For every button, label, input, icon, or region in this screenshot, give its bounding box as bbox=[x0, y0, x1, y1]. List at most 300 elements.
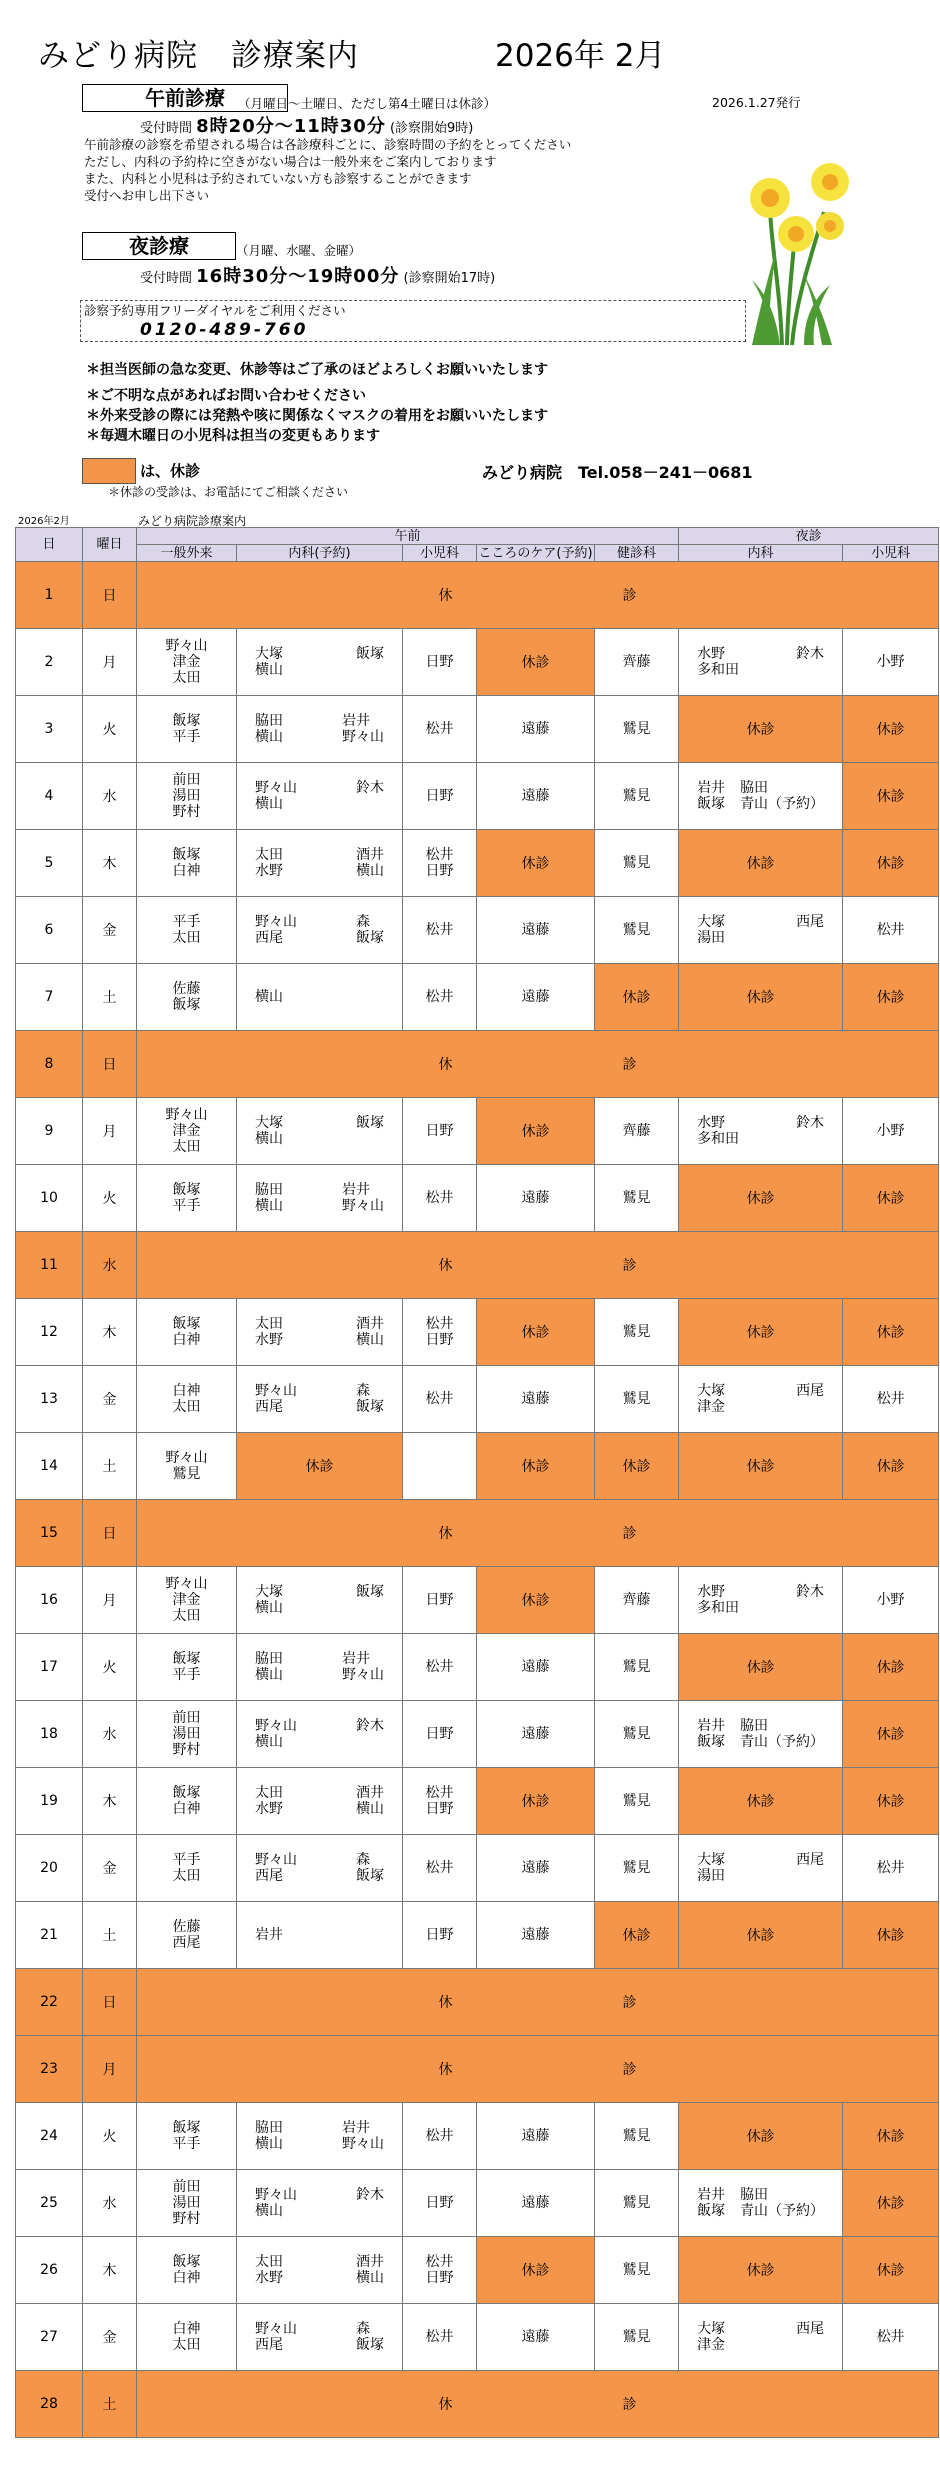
day-number: 20 bbox=[16, 1835, 83, 1902]
doctor-name: 脇田 bbox=[255, 1182, 283, 1198]
closed-label: 休診 bbox=[746, 990, 775, 1006]
doctor-name: 太田 bbox=[255, 1316, 283, 1332]
doctor-name: 飯塚 bbox=[356, 930, 384, 946]
col-internal-reserved: 内科(予約) bbox=[237, 545, 403, 562]
table-row bbox=[16, 629, 939, 696]
doctor-name: 岩井 bbox=[697, 1718, 726, 1734]
closed-cell bbox=[843, 1634, 939, 1701]
day-number: 17 bbox=[16, 1634, 83, 1701]
closed-cell bbox=[679, 964, 843, 1031]
doctor-col bbox=[255, 1927, 283, 1943]
doctor-pair bbox=[679, 2187, 842, 2219]
day-number: 24 bbox=[16, 2103, 83, 2170]
holiday-cell bbox=[137, 562, 939, 629]
closed-cell bbox=[843, 1902, 939, 1969]
col-pm-internal: 内科 bbox=[679, 545, 843, 562]
doctor-name: 水野 bbox=[255, 863, 283, 879]
closed-cell bbox=[679, 1634, 843, 1701]
doctor-name: 森 bbox=[356, 914, 370, 930]
col-weekday: 曜日 bbox=[83, 528, 137, 562]
doctor-col bbox=[697, 1383, 725, 1415]
table-row bbox=[16, 1902, 939, 1969]
doctor-col bbox=[255, 780, 297, 812]
holiday-label-a: 休 bbox=[438, 1526, 453, 1542]
weekday: 日 bbox=[83, 1969, 137, 2036]
weekday: 火 bbox=[83, 1634, 137, 1701]
table-row bbox=[16, 2371, 939, 2438]
notice: ＊外来受診の際には発熱や咳に関係なくマスクの着用をお願いいたします bbox=[86, 408, 548, 424]
closed-cell bbox=[679, 1902, 843, 1969]
doctor-name: 遠藤 bbox=[521, 2128, 550, 2144]
day-number: 28 bbox=[16, 2371, 83, 2438]
pm-time: 16時30分～19時00分 bbox=[196, 266, 400, 287]
doctor-cell bbox=[595, 1165, 679, 1232]
doctor-name: 大塚 bbox=[697, 1852, 726, 1868]
table-row bbox=[16, 1232, 939, 1299]
doctor-cell bbox=[477, 1165, 595, 1232]
doctor-cell bbox=[595, 2304, 679, 2371]
doctor-name: 太田 bbox=[172, 1139, 201, 1155]
doctor-col bbox=[255, 847, 283, 879]
doctor-cell bbox=[403, 1701, 477, 1768]
doctor-cell bbox=[403, 2170, 477, 2237]
doctor-col bbox=[342, 2120, 384, 2152]
doctor-cell bbox=[137, 830, 237, 897]
closed-cell bbox=[679, 1299, 843, 1366]
doctor-name: 横山 bbox=[356, 863, 384, 879]
weekday: 日 bbox=[83, 1031, 137, 1098]
doctor-pair bbox=[237, 1785, 402, 1817]
doctor-cell bbox=[237, 1567, 403, 1634]
doctor-name: 松井 bbox=[425, 1190, 454, 1206]
table-row bbox=[16, 1969, 939, 2036]
weekday: 水 bbox=[83, 763, 137, 830]
doctor-name: 酒井 bbox=[356, 1316, 384, 1332]
am-days: （月曜日～土曜日、ただし第4土曜日は休診） bbox=[238, 96, 496, 111]
doctor-pair bbox=[237, 2187, 402, 2219]
am-note: また、内科と小児科は予約されていない方も診察することができます bbox=[84, 171, 472, 186]
closed-cell bbox=[843, 763, 939, 830]
doctor-name: 佐藤 bbox=[172, 981, 201, 997]
doctor-name: 鷲見 bbox=[622, 1860, 651, 1876]
weekday: 日 bbox=[83, 562, 137, 629]
closed-label: 休診 bbox=[876, 2129, 905, 2145]
doctor-col bbox=[740, 2187, 824, 2219]
doctor-name: 小野 bbox=[876, 1123, 905, 1139]
closed-label: 休診 bbox=[521, 1124, 550, 1140]
weekday: 木 bbox=[83, 1299, 137, 1366]
doctor-name: 鷲見 bbox=[622, 788, 651, 804]
closed-label: 休診 bbox=[622, 990, 651, 1006]
doctor-name: 横山 bbox=[255, 1600, 283, 1616]
doctor-name: 横山 bbox=[255, 796, 283, 812]
closed-label: 休診 bbox=[876, 1459, 905, 1475]
doctor-name: 西尾 bbox=[255, 1868, 283, 1884]
weekday: 木 bbox=[83, 2237, 137, 2304]
doctor-name: 岩井 bbox=[342, 1651, 370, 1667]
doctor-name: 津金 bbox=[172, 1123, 201, 1139]
doctor-cell bbox=[137, 964, 237, 1031]
flower-head bbox=[750, 178, 790, 218]
doctor-cell bbox=[477, 1701, 595, 1768]
doctor-cell bbox=[679, 1567, 843, 1634]
weekday: 水 bbox=[83, 2170, 137, 2237]
doctor-name: 日野 bbox=[425, 1332, 454, 1348]
doctor-name: 松井 bbox=[425, 922, 454, 938]
day-number: 25 bbox=[16, 2170, 83, 2237]
doctor-name: 西尾 bbox=[172, 1935, 201, 1951]
table-row bbox=[16, 1768, 939, 1835]
day-number: 13 bbox=[16, 1366, 83, 1433]
doctor-col bbox=[255, 2254, 283, 2286]
doctor-col bbox=[255, 989, 283, 1005]
doctor-cell bbox=[403, 2103, 477, 2170]
doctor-name: 前田 bbox=[172, 772, 201, 788]
weekday: 木 bbox=[83, 1768, 137, 1835]
weekday: 日 bbox=[83, 1500, 137, 1567]
doctor-col bbox=[342, 1182, 384, 1214]
doctor-cell bbox=[679, 897, 843, 964]
doctor-pair bbox=[679, 1115, 842, 1147]
closed-cell bbox=[679, 2103, 843, 2170]
doctor-name: 日野 bbox=[425, 863, 454, 879]
table-row bbox=[16, 1634, 939, 1701]
closed-cell bbox=[595, 1902, 679, 1969]
weekday: 月 bbox=[83, 1567, 137, 1634]
doctor-cell bbox=[237, 1098, 403, 1165]
doctor-col bbox=[697, 1584, 739, 1616]
weekday: 金 bbox=[83, 897, 137, 964]
doctor-cell bbox=[237, 2103, 403, 2170]
page-title bbox=[38, 30, 359, 75]
closed-label: 休診 bbox=[876, 2196, 905, 2212]
doctor-name: 横山 bbox=[255, 989, 283, 1005]
doctor-cell bbox=[237, 2237, 403, 2304]
doctor-cell bbox=[137, 1701, 237, 1768]
doctor-name: 松井 bbox=[425, 1659, 454, 1675]
doctor-name: 平手 bbox=[172, 1198, 201, 1214]
doctor-col bbox=[796, 1584, 824, 1616]
doctor-name: 横山 bbox=[255, 2203, 283, 2219]
doctor-name: 白神 bbox=[172, 2270, 201, 2286]
table-row bbox=[16, 763, 939, 830]
col-checkup: 健診科 bbox=[595, 545, 679, 562]
closed-legend-swatch bbox=[82, 458, 136, 484]
doctor-name: 飯塚 bbox=[172, 1651, 201, 1667]
holiday-label-a: 休 bbox=[438, 1258, 453, 1274]
closed-label: 休診 bbox=[876, 990, 905, 1006]
doctor-name: 多和田 bbox=[697, 1131, 740, 1147]
table-row bbox=[16, 964, 939, 1031]
doctor-name: 西尾 bbox=[255, 930, 283, 946]
closed-label: 休診 bbox=[622, 1928, 651, 1944]
doctor-name: 松井 bbox=[425, 1316, 454, 1332]
closed-label: 休診 bbox=[876, 856, 905, 872]
doctor-pair bbox=[679, 1584, 842, 1616]
doctor-pair bbox=[237, 2321, 402, 2353]
doctor-name: 遠藤 bbox=[521, 1860, 550, 1876]
doctor-col bbox=[255, 2187, 297, 2219]
doctor-cell bbox=[595, 1701, 679, 1768]
doctor-col bbox=[796, 646, 824, 678]
doctor-name: 日野 bbox=[425, 1801, 454, 1817]
closed-label: 休診 bbox=[521, 2263, 550, 2279]
doctor-cell bbox=[595, 1634, 679, 1701]
table-row bbox=[16, 1299, 939, 1366]
doctor-cell bbox=[679, 1835, 843, 1902]
doctor-cell bbox=[595, 2237, 679, 2304]
holiday-label-a: 休 bbox=[438, 2062, 453, 2078]
pm-time-row bbox=[140, 262, 495, 288]
table-row bbox=[16, 2237, 939, 2304]
closed-cell bbox=[477, 2237, 595, 2304]
doctor-col bbox=[796, 2321, 824, 2353]
closed-label: 休診 bbox=[876, 2263, 905, 2279]
day-number: 14 bbox=[16, 1433, 83, 1500]
doctor-name: 野々山 bbox=[165, 638, 208, 654]
closed-cell bbox=[237, 1433, 403, 1500]
closed-label: 休診 bbox=[876, 1191, 905, 1207]
doctor-name: 横山 bbox=[356, 1801, 384, 1817]
closed-label: 休診 bbox=[746, 1928, 775, 1944]
doctor-name: 大塚 bbox=[255, 646, 283, 662]
day-number: 3 bbox=[16, 696, 83, 763]
holiday-label-a: 休 bbox=[438, 2397, 453, 2413]
doctor-pair bbox=[237, 2120, 402, 2152]
holiday-label-a: 休 bbox=[438, 1995, 453, 2011]
doctor-name: 松井 bbox=[425, 2329, 454, 2345]
doctor-col bbox=[342, 1651, 384, 1683]
doctor-name: 飯塚 bbox=[356, 1868, 384, 1884]
doctor-cell bbox=[237, 2304, 403, 2371]
notice: ＊ご不明な点があればお問い合わせください bbox=[86, 388, 366, 404]
doctor-name: 大塚 bbox=[697, 1383, 726, 1399]
doctor-col bbox=[356, 1383, 384, 1415]
doctor-name: 青山（予約） bbox=[740, 1734, 825, 1750]
holiday-label-b: 診 bbox=[622, 1258, 637, 1274]
doctor-pair bbox=[237, 713, 402, 745]
doctor-name: 津金 bbox=[172, 1592, 201, 1608]
am-note: ただし、内科の予約枠に空きがない場合は一般外来をご案内しております bbox=[84, 154, 497, 169]
table-row bbox=[16, 1567, 939, 1634]
doctor-cell bbox=[477, 763, 595, 830]
doctor-pair bbox=[679, 646, 842, 678]
doctor-name: 飯塚 bbox=[172, 2120, 201, 2136]
doctor-cell bbox=[237, 629, 403, 696]
weekday: 土 bbox=[83, 2371, 137, 2438]
doctor-cell bbox=[403, 830, 477, 897]
closed-label: 休診 bbox=[876, 1794, 905, 1810]
doctor-name: 酒井 bbox=[356, 1785, 384, 1801]
doctor-col bbox=[255, 1316, 283, 1348]
holiday-cell bbox=[137, 2371, 939, 2438]
doctor-name: 大塚 bbox=[255, 1115, 283, 1131]
holiday-cell bbox=[137, 2036, 939, 2103]
weekday: 金 bbox=[83, 1835, 137, 1902]
doctor-name: 飯塚 bbox=[356, 1399, 384, 1415]
holiday-label-a: 休 bbox=[438, 588, 453, 604]
am-time-row bbox=[140, 112, 473, 138]
closed-cell bbox=[477, 1299, 595, 1366]
doctor-cell bbox=[477, 897, 595, 964]
doctor-col bbox=[255, 1115, 283, 1147]
doctor-name: 平手 bbox=[172, 1667, 201, 1683]
doctor-name: 野々山 bbox=[255, 2321, 297, 2337]
col-group-am: 午前 bbox=[137, 528, 679, 545]
doctor-name: 遠藤 bbox=[521, 1190, 550, 1206]
doctor-name: 鈴木 bbox=[356, 2187, 384, 2203]
doctor-cell bbox=[237, 1299, 403, 1366]
closed-cell bbox=[477, 1567, 595, 1634]
holiday-label-b: 診 bbox=[622, 1995, 637, 2011]
doctor-name: 飯塚 bbox=[172, 1316, 201, 1332]
flower-head bbox=[778, 216, 814, 252]
schedule-body bbox=[16, 562, 939, 2438]
doctor-cell bbox=[843, 897, 939, 964]
doctor-col bbox=[796, 1852, 824, 1884]
doctor-name: 森 bbox=[356, 1383, 370, 1399]
doctor-cell bbox=[477, 1634, 595, 1701]
doctor-name: 飯塚 bbox=[697, 796, 726, 812]
doctor-name: 野々山 bbox=[255, 780, 297, 796]
doctor-name: 小野 bbox=[876, 1592, 905, 1608]
holiday-cell bbox=[137, 1031, 939, 1098]
holiday-label-b: 診 bbox=[622, 2062, 637, 2078]
doctor-pair bbox=[237, 1718, 402, 1750]
doctor-cell bbox=[237, 1768, 403, 1835]
doctor-cell bbox=[679, 629, 843, 696]
doctor-col bbox=[356, 1584, 384, 1616]
weekday: 月 bbox=[83, 1098, 137, 1165]
day-number: 26 bbox=[16, 2237, 83, 2304]
doctor-pair bbox=[237, 914, 402, 946]
doctor-col bbox=[356, 1852, 384, 1884]
phone-label: 診察予約専用フリーダイヤルをご利用ください bbox=[84, 303, 346, 318]
doctor-cell bbox=[477, 1835, 595, 1902]
doctor-name: 飯塚 bbox=[356, 646, 384, 662]
holiday-label-a: 休 bbox=[438, 1057, 453, 1073]
doctor-name: 水野 bbox=[255, 1332, 283, 1348]
doctor-name: 日野 bbox=[425, 1123, 454, 1139]
day-number: 11 bbox=[16, 1232, 83, 1299]
doctor-name: 松井 bbox=[425, 1860, 454, 1876]
doctor-cell bbox=[137, 629, 237, 696]
doctor-name: 白神 bbox=[172, 2321, 201, 2337]
doctor-name: 森 bbox=[356, 2321, 370, 2337]
closed-cell bbox=[843, 1701, 939, 1768]
doctor-name: 西尾 bbox=[796, 914, 825, 930]
doctor-cell bbox=[403, 1634, 477, 1701]
doctor-name: 松井 bbox=[425, 721, 454, 737]
doctor-col bbox=[356, 1316, 384, 1348]
doctor-name: 野々山 bbox=[342, 729, 384, 745]
doctor-name: 野村 bbox=[172, 804, 201, 820]
closed-cell bbox=[843, 1433, 939, 1500]
doctor-cell bbox=[237, 1701, 403, 1768]
doctor-cell bbox=[595, 1098, 679, 1165]
doctor-cell bbox=[477, 1902, 595, 1969]
holiday-label-b: 診 bbox=[622, 588, 637, 604]
doctor-name: 鈴木 bbox=[796, 1584, 825, 1600]
closed-label: 休診 bbox=[746, 1660, 775, 1676]
day-number: 27 bbox=[16, 2304, 83, 2371]
doctor-cell bbox=[237, 1835, 403, 1902]
notice: ＊担当医師の急な変更、休診等はご了承のほどよろしくお願いいたします bbox=[86, 362, 548, 378]
col-pm-pediatrics: 小児科 bbox=[843, 545, 939, 562]
doctor-cell bbox=[843, 2304, 939, 2371]
am-note: 受付へお申し出下さい bbox=[84, 188, 210, 203]
doctor-name: 水野 bbox=[697, 1115, 726, 1131]
doctor-col bbox=[342, 713, 384, 745]
doctor-name: 白神 bbox=[172, 1801, 201, 1817]
doctor-col bbox=[356, 914, 384, 946]
closed-cell bbox=[679, 830, 843, 897]
doctor-name: 鷲見 bbox=[622, 2195, 651, 2211]
table-row bbox=[16, 1500, 939, 1567]
closed-label: 休診 bbox=[746, 856, 775, 872]
doctor-name: 野々山 bbox=[342, 2136, 384, 2152]
doctor-name: 飯塚 bbox=[172, 1785, 201, 1801]
doctor-name: 大塚 bbox=[697, 2321, 726, 2337]
doctor-cell bbox=[477, 2170, 595, 2237]
doctor-cell bbox=[403, 1366, 477, 1433]
closed-label: 休診 bbox=[305, 1459, 334, 1475]
doctor-cell bbox=[137, 763, 237, 830]
contact-info: みどり病院 Tel.058－241－0681 bbox=[482, 463, 753, 482]
doctor-name: 津金 bbox=[697, 2337, 726, 2353]
weekday: 金 bbox=[83, 2304, 137, 2371]
doctor-name: 日野 bbox=[425, 1726, 454, 1742]
doctor-name: 前田 bbox=[172, 2179, 201, 2195]
col-group-pm: 夜診 bbox=[679, 528, 939, 545]
pm-section-label: 夜診療 bbox=[82, 232, 236, 260]
doctor-name: 飯塚 bbox=[172, 1182, 201, 1198]
closed-label: 休診 bbox=[746, 1459, 775, 1475]
table-row bbox=[16, 830, 939, 897]
closed-label: 休診 bbox=[521, 1459, 550, 1475]
day-number: 9 bbox=[16, 1098, 83, 1165]
col-day: 日 bbox=[16, 528, 83, 562]
doctor-name: 日野 bbox=[425, 1592, 454, 1608]
doctor-name: 湯田 bbox=[172, 788, 201, 804]
doctor-name: 松井 bbox=[425, 1785, 454, 1801]
doctor-col bbox=[255, 1651, 283, 1683]
doctor-pair bbox=[237, 646, 402, 678]
closed-cell bbox=[843, 1768, 939, 1835]
notice: ＊毎週木曜日の小児科は担当の変更もあります bbox=[86, 428, 380, 444]
doctor-name: 野々山 bbox=[342, 1198, 384, 1214]
doctor-name: 岩井 bbox=[342, 1182, 370, 1198]
doctor-pair bbox=[237, 1651, 402, 1683]
closed-label: 休診 bbox=[746, 2129, 775, 2145]
closed-label: 休診 bbox=[876, 1660, 905, 1676]
doctor-pair bbox=[679, 914, 842, 946]
doctor-name: 脇田 bbox=[740, 1718, 769, 1734]
doctor-cell bbox=[477, 1366, 595, 1433]
doctor-name: 横山 bbox=[255, 729, 283, 745]
doctor-pair bbox=[237, 1316, 402, 1348]
doctor-cell bbox=[403, 897, 477, 964]
doctor-name: 湯田 bbox=[697, 1868, 726, 1884]
am-section-label: 午前診療 bbox=[82, 84, 288, 112]
doctor-pair bbox=[237, 1584, 402, 1616]
doctor-name: 鈴木 bbox=[796, 646, 825, 662]
table-caption-title: みどり病院診療案内 bbox=[138, 514, 247, 528]
day-number: 22 bbox=[16, 1969, 83, 2036]
day-number: 1 bbox=[16, 562, 83, 629]
doctor-name: 鈴木 bbox=[356, 780, 384, 796]
doctor-name: 松井 bbox=[876, 922, 905, 938]
